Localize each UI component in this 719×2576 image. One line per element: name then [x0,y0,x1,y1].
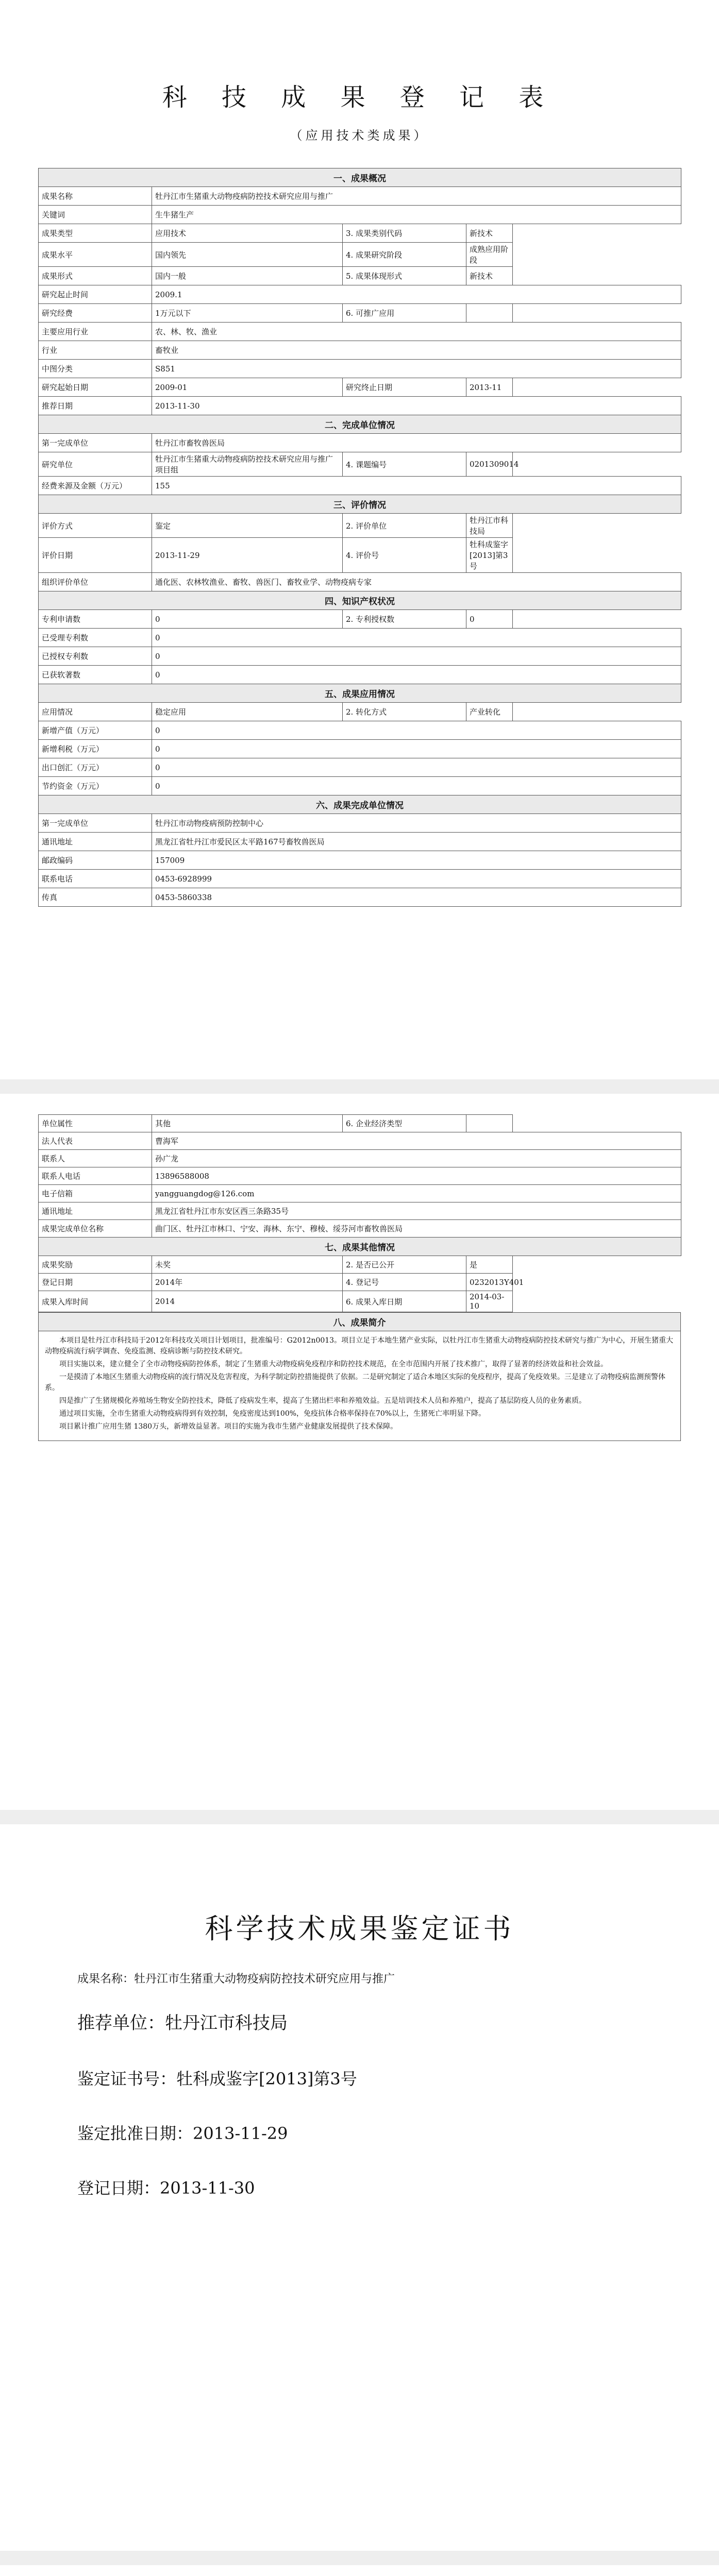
field-value: 2009.1 [152,285,681,304]
section-title: 四、知识产权状况 [39,591,681,610]
field-label: 联系人 [39,1150,152,1167]
form-subtitle: （应用技术类成果） [290,128,429,143]
field-value: 牡丹江市科技局 [466,514,513,538]
paragraph: 通过项目实施，全市生猪重大动物疫病得到有效控制，免疫密度达到100%，免疫抗体合格率保持在70%以上，生猪死亡率明显下降。 [59,1410,486,1418]
table-row [39,647,681,666]
registration-table-2 [38,1114,681,1312]
section-title: 一、成果概况 [39,168,681,187]
field-value: 0453-6928999 [152,870,681,888]
certificate-approve-date: 鉴定批准日期：2013-11-29 [77,2124,288,2143]
field-value: 0232013Y401 [466,1274,513,1291]
field-value: 0 [152,629,681,647]
field-value: 2009-01 [152,378,343,397]
form-title: 科 技 成 果 登 记 表 [162,83,557,112]
table-row [39,740,681,758]
field-value: 曹海军 [152,1132,681,1150]
section-title: 二、完成单位情况 [39,415,681,434]
appraisal-certificate-cover [0,1824,719,2551]
certificate-body-page-1 [0,2565,719,2576]
field-value: 通化医、农林牧渔业、畜牧、兽医门、畜牧业学、动物疫病专家 [152,573,681,591]
field-value: 2013-11-30 [152,397,681,415]
field-value: 成熟应用阶段 [466,243,513,267]
certificate-register-date: 登记日期：2013-11-30 [77,2178,255,2198]
field-label: 已获软著数 [39,666,152,684]
table-row [39,1167,681,1185]
field-label: 新增利税（万元） [39,740,152,758]
table-row [39,477,681,495]
field-value: 2014-03-10 [466,1291,513,1312]
field-label: 成果名称 [39,187,152,206]
field-value: 2014年 [152,1274,343,1291]
field-label: 专利申请数 [39,610,152,629]
field-label: 2. 专利授权数 [343,610,466,629]
field-value: 新技术 [466,267,513,285]
field-value: 牡丹江市生猪重大动物疫病防控技术研究应用与推广 [152,187,681,206]
table-row [39,814,681,833]
field-label: 2. 评价单位 [343,514,466,538]
table-row [39,452,681,477]
field-label: 研究终止日期 [343,378,466,397]
table-row [39,1185,681,1202]
field-label: 研究单位 [39,452,152,477]
field-value: 0 [152,740,681,758]
field-label: 登记日期 [39,1274,152,1291]
field-label: 研究经费 [39,304,152,323]
table-row [39,304,681,323]
field-value: 0 [152,647,681,666]
field-value: 生牛猪生产 [152,206,681,224]
field-label: 5. 成果体现形式 [343,267,466,285]
certificate-number: 鉴定证书号：牡科成鉴字[2013]第3号 [77,2069,357,2089]
table-row [39,1115,681,1132]
table-row [39,323,681,341]
field-value: 0 [152,666,681,684]
table-row [39,758,681,777]
field-label: 6. 可推广应用 [343,304,466,323]
field-value: yangguangdog@126.com [152,1185,681,1202]
table-row [39,360,681,378]
field-value: 国内一般 [152,267,343,285]
section-title: 六、成果完成单位情况 [39,795,681,814]
table-row [39,629,681,647]
table-row [39,721,681,740]
field-label: 4. 登记号 [343,1274,466,1291]
paragraph: 一是摸清了本地区生猪重大动物疫病的流行情况及危害程度，为科学制定防控措施提供了依据。二是研究制定了适合本地区实际的免疫程序，提高了免疫效果。三是建立了动物疫病监测预警体系。 [45,1373,665,1392]
table-row [39,870,681,888]
table-row [39,888,681,907]
field-label: 第一完成单位 [39,434,152,452]
field-label: 成果水平 [39,243,152,267]
table-row [39,243,681,267]
field-label: 4. 评价号 [343,538,466,573]
field-label: 中图分类 [39,360,152,378]
section-title: 五、成果应用情况 [39,684,681,703]
table-row [39,538,681,573]
field-value: 2013-11 [466,378,513,397]
field-value: 0 [466,610,513,629]
field-value: 0 [152,610,343,629]
table-row [39,267,681,285]
field-label: 行业 [39,341,152,360]
field-label: 通讯地址 [39,1202,152,1220]
field-value: 牡丹江市动物疫病预防控制中心 [152,814,681,833]
table-row [39,1132,681,1150]
table-row [39,1150,681,1167]
field-label: 已授权专利数 [39,647,152,666]
field-label: 推荐日期 [39,397,152,415]
field-label: 经费来源及金额（万元） [39,477,152,495]
field-value: 农、林、牧、渔业 [152,323,681,341]
field-label: 评价方式 [39,514,152,538]
field-value [466,304,513,323]
field-value: 其他 [152,1115,343,1132]
field-value: 黑龙江省牡丹江市东安区西三条路35号 [152,1202,681,1220]
field-value: 稳定应用 [152,703,343,721]
field-value: 2014 [152,1291,343,1312]
paragraph: 项目实施以来，建立健全了全市动物疫病防控体系，制定了生猪重大动物疫病免疫程序和防控技术规范，在全市范围内开展了技术推广，取得了显著的经济效益和社会效益。 [59,1360,608,1368]
field-label: 成果完成单位名称 [39,1220,152,1238]
field-label: 2. 转化方式 [343,703,466,721]
field-label: 4. 成果研究阶段 [343,243,466,267]
registration-form-page [0,0,719,1079]
field-value [466,1115,513,1132]
field-label: 已受理专利数 [39,629,152,647]
field-label: 传真 [39,888,152,907]
table-row [39,610,681,629]
field-value: 0 [152,721,681,740]
field-value: 0201309014 [466,452,513,477]
table-row [39,777,681,795]
field-value: 牡丹江市畜牧兽医局 [152,434,681,452]
table-row [39,1274,681,1291]
field-label: 成果类型 [39,224,152,243]
field-label: 邮政编码 [39,851,152,870]
field-value: 0 [152,758,681,777]
field-value: 1万元以下 [152,304,343,323]
field-label: 单位属性 [39,1115,152,1132]
field-label: 通讯地址 [39,833,152,851]
paragraph: 项目累计推广应用生猪 1380万头，新增效益显著。项目的实施为我市生猪产业健康发展提供了技术保障。 [59,1422,398,1431]
field-label: 研究起始日期 [39,378,152,397]
field-label: 6. 成果入库日期 [343,1291,466,1312]
paragraph: 本项目是牡丹江市科技局于2012年科技攻关项目计划项目，批准编号：G2012n0013。项目立足于本地生猪产业实际，以牡丹江市生猪重大动物疫病防控技术研究与推广为中心，开展生猪重大动物疫病流行病学调查、免疫监测、疫病诊断与防控技术研究。 [45,1336,674,1355]
table-row [39,1256,681,1274]
table-row [39,206,681,224]
table-row [39,285,681,304]
table-row [39,703,681,721]
section-title: 三、评价情况 [39,495,681,514]
table-row [39,378,681,397]
abstract-section-title: 八、成果简介 [39,1313,681,1331]
field-value: 13896588008 [152,1167,681,1185]
table-row [39,341,681,360]
field-value: 产业转化 [466,703,513,721]
field-value: 0453-5860338 [152,888,681,907]
field-label: 主要应用行业 [39,323,152,341]
field-value: 0 [152,777,681,795]
table-row [39,224,681,243]
field-label: 法人代表 [39,1132,152,1150]
field-label: 研究起止时间 [39,285,152,304]
field-label: 节约资金（万元） [39,777,152,795]
field-label: 评价日期 [39,538,152,573]
field-value: 黑龙江省牡丹江市爱民区太平路167号畜牧兽医局 [152,833,681,851]
field-value: 孙广龙 [152,1150,681,1167]
table-row [39,833,681,851]
field-label: 成果形式 [39,267,152,285]
table-row [39,1202,681,1220]
field-value: 新技术 [466,224,513,243]
field-label: 3. 成果类别代码 [343,224,466,243]
field-label: 成果入库时间 [39,1291,152,1312]
table-row [39,514,681,538]
field-label: 联系电话 [39,870,152,888]
field-label: 应用情况 [39,703,152,721]
field-value: 牡丹江市生猪重大动物疫病防控技术研究应用与推广项目组 [152,452,343,477]
field-value: 国内领先 [152,243,343,267]
field-value: 2013-11-29 [152,538,343,573]
certificate-recommend-unit: 推荐单位：牡丹江市科技局 [77,2013,288,2033]
field-value: 畜牧业 [152,341,681,360]
field-value: 是 [466,1256,513,1274]
table-row [39,1291,681,1312]
table-row [39,851,681,870]
field-label: 电子信箱 [39,1185,152,1202]
field-label: 联系人电话 [39,1167,152,1185]
field-label: 关键词 [39,206,152,224]
field-label: 2. 是否已公开 [343,1256,466,1274]
field-label: 4. 课题编号 [343,452,466,477]
field-label: 成果奖励 [39,1256,152,1274]
section-title: 七、成果其他情况 [39,1238,681,1256]
field-value: 未奖 [152,1256,343,1274]
certificate-achievement-name: 成果名称：牡丹江市生猪重大动物疫病防控技术研究应用与推广 [77,1973,395,1986]
field-value: S851 [152,360,681,378]
field-value: 曲门区、牡丹江市林口、宁安、海林、东宁、穆棱、绥芬河市畜牧兽医局 [152,1220,681,1238]
field-label: 组织评价单位 [39,573,152,591]
field-value: 鉴定 [152,514,343,538]
table-row [39,573,681,591]
field-value: 应用技术 [152,224,343,243]
abstract-header [38,1312,681,1331]
registration-table [38,168,681,907]
field-value: 157009 [152,851,681,870]
abstract-text [38,1331,681,1441]
field-label: 6. 企业经济类型 [343,1115,466,1132]
table-row [39,434,681,452]
certificate-title: 科学技术成果鉴定证书 [205,1912,514,1945]
table-row [39,666,681,684]
field-label: 出口创汇（万元） [39,758,152,777]
registration-form-page-2 [0,1094,719,1810]
table-row [39,187,681,206]
field-label: 新增产值（万元） [39,721,152,740]
table-row [39,1220,681,1238]
field-value: 155 [152,477,681,495]
field-label: 第一完成单位 [39,814,152,833]
table-row [39,397,681,415]
field-value: 牡科成鉴字[2013]第3号 [466,538,513,573]
paragraph: 四是推广了生猪规模化养殖场生物安全防控技术，降低了疫病发生率，提高了生猪出栏率和养殖效益。五是培训技术人员和养殖户，提高了基层防疫人员的业务素质。 [59,1397,586,1405]
